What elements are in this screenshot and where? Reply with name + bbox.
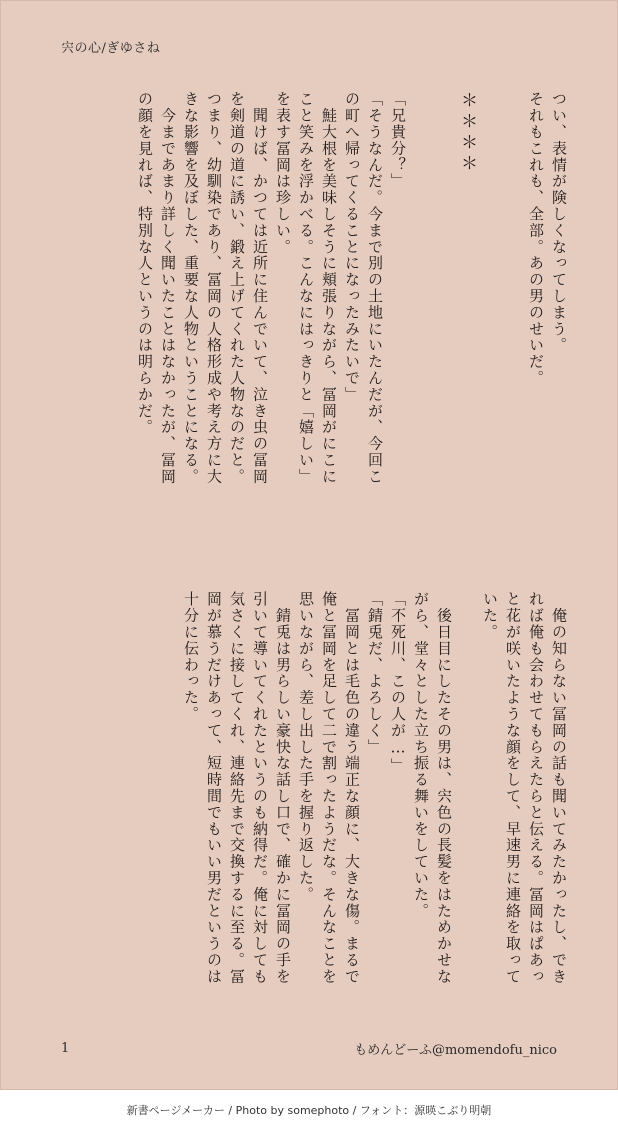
text-line: 俺と冨岡を足して二で割ったようだな。そんなことを bbox=[320, 591, 338, 985]
text-line: を剣道の道に誘い、鍛え上げてくれた人物なのだと。 bbox=[228, 91, 246, 485]
text-line: つまり、幼馴染であり、冨岡の人格形成や考え方に大 bbox=[205, 91, 223, 485]
text-line: 「そうなんだ。今まで別の土地にいたんだが、今回こ bbox=[366, 91, 384, 485]
text-line: と花が咲いたような顔をして、早速男に連絡を取って bbox=[504, 591, 522, 985]
text-line: 聞けば、かつては近所に住んでいて、泣き虫の冨岡 bbox=[251, 91, 269, 485]
text-line: 引いて導いてくれたというのも納得だ。俺に対しても bbox=[251, 591, 269, 985]
text-line: の顔を見れば、特別な人というのは明らかだ。 bbox=[136, 91, 154, 436]
text-line: 俺の知らない冨岡の話も聞いてみたかったし、でき bbox=[550, 591, 568, 985]
text-line: を表す冨岡は珍しい。 bbox=[274, 91, 292, 255]
text-line bbox=[436, 91, 452, 491]
text-line: 思いながら、差し出した手を握り返した。 bbox=[297, 591, 315, 903]
credit-line: 新書ページメーカー / Photo by somephoto / フォント：源暎こぶり明朝 bbox=[126, 1104, 492, 1117]
text-line: それもこれも、全部。あの男のせいだ。 bbox=[527, 91, 545, 387]
page-title: 宍の心/ぎゆさね bbox=[61, 41, 161, 56]
text-line: 「兄貴分？」 bbox=[389, 91, 407, 190]
author-handle: もめんどーふ@momendofu_nico bbox=[354, 1043, 557, 1058]
text-line: がら、堂々とした立ち振る舞いをしていた。 bbox=[412, 591, 430, 919]
text-line: つい、表情が険しくなってしまう。 bbox=[550, 91, 568, 354]
text-line: 「錆兎だ、よろしく」 bbox=[366, 591, 384, 755]
text-line: 錆兎は男らしい豪快な話し口で、確かに冨岡の手を bbox=[274, 591, 292, 985]
text-line: 今まであまり詳しく聞いたことはなかったが、冨岡 bbox=[159, 91, 177, 485]
text-line: きな影響を及ぼした、重要な人物ということになる。 bbox=[182, 91, 200, 485]
text-line: 冨岡とは毛色の違う端正な顔に、大きな傷。まるで bbox=[343, 591, 361, 985]
text-line: 後日目にしたその男は、宍色の長髪をはためかせな bbox=[435, 591, 453, 985]
text-line: 気さくに接してくれ、連絡先まで交換するに至る。冨 bbox=[228, 591, 246, 985]
page-number: 1 bbox=[61, 1041, 70, 1056]
text-line: 鮭大根を美味しそうに頬張りながら、冨岡がにこに bbox=[320, 91, 338, 485]
text-line: 「不死川、この人が…」 bbox=[389, 591, 407, 775]
text-line: こと笑みを浮かべる。こんなにはっきりと「嬉しい」 bbox=[297, 91, 315, 485]
text-line: いた。 bbox=[481, 591, 499, 641]
text-line: ＊＊＊＊ bbox=[457, 91, 477, 175]
text-line bbox=[505, 91, 521, 491]
text-line: 十分に伝わった。 bbox=[182, 591, 200, 723]
text-line bbox=[459, 591, 475, 991]
text-line bbox=[413, 91, 429, 491]
text-line: れば俺も会わせてもらえたらと伝える。冨岡はぱあっ bbox=[527, 591, 545, 985]
text-line: の町へ帰ってくることになったみたいで」 bbox=[343, 91, 361, 403]
text-line bbox=[482, 91, 498, 491]
text-line: 岡が慕うだけあって、短時間でもいい男だというのは bbox=[205, 591, 223, 985]
text-block-top bbox=[57, 91, 567, 491]
text-block-bottom bbox=[57, 591, 567, 991]
